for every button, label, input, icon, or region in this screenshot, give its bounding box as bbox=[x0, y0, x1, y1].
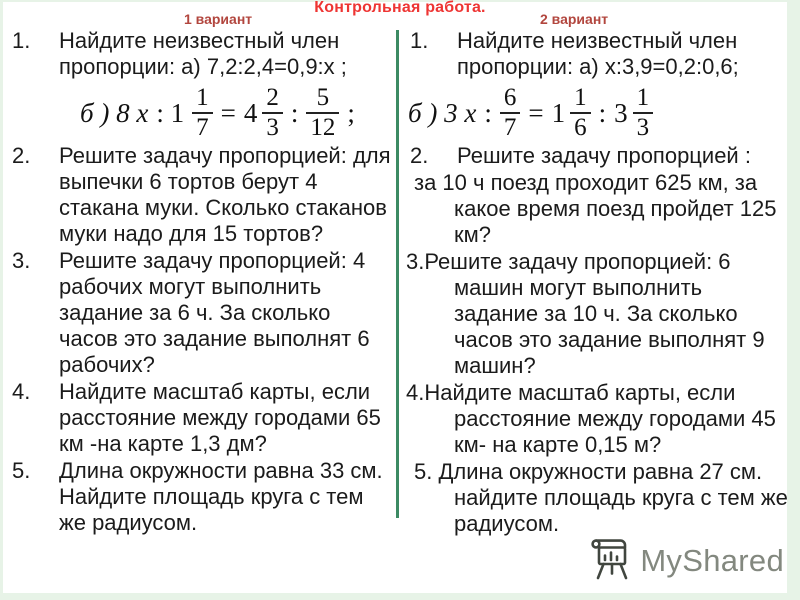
fraction bbox=[262, 85, 283, 140]
fraction bbox=[192, 85, 213, 140]
fraction bbox=[633, 85, 654, 140]
left-problem-1 bbox=[8, 28, 392, 80]
formula-lead: б ) 3 x bbox=[408, 97, 477, 128]
right-problem-2-head bbox=[406, 143, 790, 169]
fraction-denominator: 12 bbox=[306, 112, 339, 141]
fraction-denominator: 3 bbox=[262, 112, 283, 141]
column-divider bbox=[396, 30, 399, 518]
whole-part: 4 bbox=[243, 97, 258, 128]
item-number: 1. bbox=[12, 28, 31, 53]
fraction-numerator: 6 bbox=[503, 84, 517, 111]
fraction-numerator: 2 bbox=[266, 84, 279, 111]
left-column bbox=[8, 28, 392, 536]
equals-sign: = bbox=[528, 97, 544, 128]
formula-operator: : 1 bbox=[156, 97, 185, 128]
fraction-denominator: 7 bbox=[192, 112, 213, 141]
item-text: Решите задачу пропорцией: для выпечки 6 тортов берут 4 стакана муки. Сколько стаканов муки надо для 15 тортов? bbox=[59, 143, 391, 246]
fraction-numerator: 1 bbox=[574, 84, 587, 111]
myshared-logo bbox=[587, 535, 784, 586]
mixed-number bbox=[552, 85, 591, 140]
formula-operator: : bbox=[484, 97, 492, 128]
variant-1-label: 1 вариант bbox=[184, 11, 253, 27]
right-problem-1 bbox=[406, 28, 790, 80]
whole-part: 1 bbox=[551, 97, 566, 128]
item-number: 5. bbox=[12, 458, 31, 483]
fraction bbox=[500, 85, 521, 140]
left-math-formula bbox=[80, 85, 392, 140]
left-problem-2 bbox=[8, 143, 392, 247]
left-problem-3 bbox=[8, 248, 392, 378]
mixed-number bbox=[614, 85, 653, 140]
left-problem-4 bbox=[8, 379, 392, 457]
left-problem-5 bbox=[8, 458, 392, 536]
right-column bbox=[406, 28, 790, 537]
item-text: Решите задачу пропорцией : bbox=[457, 143, 751, 168]
item-number: 1. bbox=[410, 28, 429, 53]
item-number: 3. bbox=[12, 248, 31, 273]
formula-tail: ; bbox=[347, 97, 355, 128]
item-text: Найдите неизвестный член пропорции: а) х:3,9=0,2:0,6; bbox=[457, 28, 739, 79]
item-number: 4. bbox=[12, 379, 31, 404]
logo-text: MyShared bbox=[640, 542, 784, 578]
easel-chart-icon bbox=[587, 535, 633, 586]
item-number: 2. bbox=[12, 143, 31, 168]
fraction-denominator: 3 bbox=[633, 112, 654, 141]
formula-lead: б ) 8 x bbox=[80, 97, 149, 128]
fraction-numerator: 1 bbox=[196, 84, 209, 111]
fraction-denominator: 7 bbox=[500, 112, 521, 141]
colon-operator: : bbox=[290, 97, 299, 128]
item-text: Решите задачу пропорцией: 4 рабочих могут выполнить задание за 6 ч. За сколько часов это задание выполнят 6 рабочих? bbox=[59, 248, 370, 377]
variant-2-label: 2 вариант bbox=[540, 11, 609, 27]
fraction bbox=[570, 85, 591, 140]
equals-sign: = bbox=[220, 97, 236, 128]
right-problem-4: 4.Найдите масштаб карты, если расстояние между городами 45 км- на карте 0,15 м? bbox=[406, 380, 776, 457]
colon-operator: : bbox=[598, 97, 607, 128]
item-text: Найдите неизвестный член пропорции: а) 7,2:2,4=0,9:х ; bbox=[59, 28, 347, 79]
fraction-numerator: 1 bbox=[636, 84, 650, 111]
fraction-denominator: 6 bbox=[570, 112, 591, 141]
right-problem-2-body: за 10 ч поезд проходит 625 км, за какое время поезд пройдет 125 км? bbox=[414, 170, 777, 247]
item-number: 2. bbox=[410, 143, 429, 168]
right-problem-3: 3.Решите задачу пропорцией: 6 машин могут выполнить задание за 10 ч. За сколько часов это задание выполнят 9 машин? bbox=[406, 249, 765, 378]
page-title: Контрольная работа. bbox=[314, 0, 486, 16]
fraction bbox=[306, 85, 339, 140]
item-text: Найдите масштаб карты, если расстояние между городами 65 км -на карте 1,3 дм? bbox=[59, 379, 381, 456]
item-text: Длина окружности равна 33 см. Найдите площадь круга с тем же радиусом. bbox=[59, 458, 383, 535]
right-problem-5: 5. Длина окружности равна 27 см. найдите площадь круга с тем же радиусом. bbox=[414, 459, 788, 536]
whole-part: 3 bbox=[614, 97, 628, 128]
mixed-number bbox=[244, 85, 283, 140]
right-math-formula bbox=[408, 85, 790, 140]
fraction-numerator: 5 bbox=[316, 84, 330, 111]
